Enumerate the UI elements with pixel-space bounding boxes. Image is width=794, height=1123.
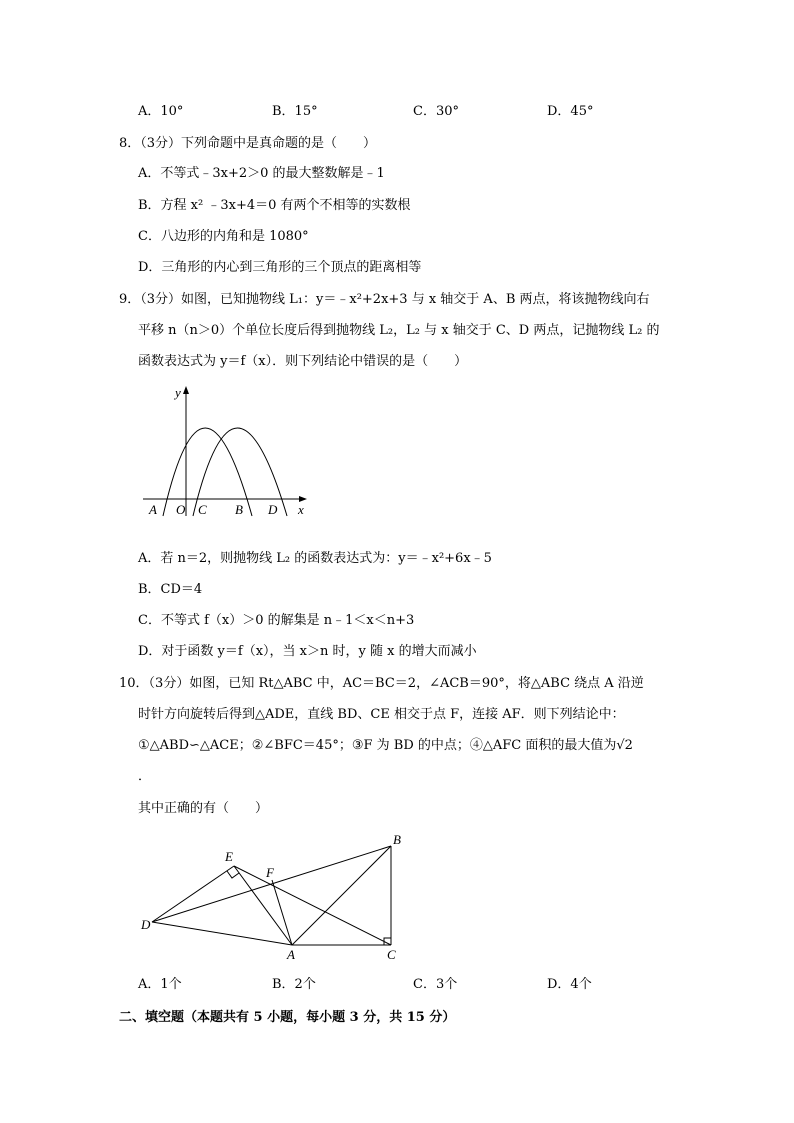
- q10-option-a: A．1个: [138, 977, 182, 992]
- q10-option-d: D．4个: [547, 977, 592, 992]
- q10-label-d: D: [141, 917, 151, 932]
- q7-option-d: D．45°: [547, 104, 594, 119]
- section-2-title: 二、填空题（本题共有 5 小题，每小题 3 分，共 15 分）: [119, 1010, 456, 1025]
- q9-option-a: A．若 n＝2，则抛物线 L₂ 的函数表达式为：y＝﹣x²+6x﹣5: [138, 551, 492, 566]
- q9-option-b: B．CD＝4: [138, 582, 203, 597]
- q8-option-c: C．八边形的内角和是 1080°: [138, 229, 309, 244]
- q7-option-b: B．15°: [272, 104, 318, 119]
- q9-stem-line-1: 9．（3分）如图，已知抛物线 L₁：y＝﹣x²+2x+3 与 x 轴交于 A、B 两点，将该抛物线向右: [119, 292, 650, 307]
- q8-option-a: A．不等式﹣3x+2＞0 的最大整数解是﹣1: [138, 166, 385, 181]
- q10-stem-line-4: ．: [138, 769, 152, 784]
- q10-option-c: C．3个: [413, 977, 458, 992]
- q7-option-a: A．10°: [138, 104, 184, 119]
- q10-triangle-figure: [135, 828, 415, 968]
- q10-label-a: A: [287, 947, 295, 962]
- q8-stem: 8．（3分）下列命题中是真命题的是（ ）: [119, 136, 377, 151]
- q10-option-b: B．2个: [272, 977, 316, 992]
- q9-stem-line-3: 函数表达式为 y＝f（x）．则下列结论中错误的是（ ）: [138, 354, 468, 369]
- q10-stem-line-3: ①△ABD∽△ACE；②∠BFC＝45°；③F 为 BD 的中点；④△AFC 面积的最大值为√2: [138, 738, 633, 753]
- q10-label-f: F: [266, 865, 274, 880]
- q9-label-c: C: [198, 502, 207, 517]
- q9-label-a: A: [149, 502, 157, 517]
- q9-label-x: x: [298, 502, 304, 517]
- q10-stem-line-1: 10．（3分）如图，已知 Rt△ABC 中，AC＝BC＝2，∠ACB＝90°，将△ABC 绕点 A 沿逆: [119, 676, 644, 691]
- q8-option-d: D．三角形的内心到三角形的三个顶点的距离相等: [138, 260, 422, 275]
- q9-label-b: B: [235, 502, 243, 517]
- q9-stem-line-2: 平移 n（n＞0）个单位长度后得到抛物线 L₂，L₂ 与 x 轴交于 C、D 两点，记抛物线 L₂ 的: [138, 323, 660, 338]
- q10-label-c: C: [387, 947, 396, 962]
- q9-label-o: O: [176, 502, 186, 517]
- q9-label-d: D: [268, 502, 278, 517]
- q10-label-b: B: [393, 832, 401, 847]
- q9-option-c: C．不等式 f（x）＞0 的解集是 n﹣1＜x＜n+3: [138, 613, 415, 628]
- q9-option-d: D．对于函数 y＝f（x），当 x＞n 时，y 随 x 的增大而减小: [138, 644, 477, 659]
- q8-option-b: B．方程 x² ﹣3x+4＝0 有两个不相等的实数根: [138, 198, 411, 213]
- q7-option-c: C．30°: [413, 104, 459, 119]
- q10-stem-line-2: 时针方向旋转后得到△ADE，直线 BD、CE 相交于点 F，连接 AF．则下列结论中：: [138, 707, 625, 722]
- q10-label-e: E: [225, 849, 233, 864]
- q9-label-y: y: [175, 385, 181, 400]
- q10-stem-line-5: 其中正确的有（ ）: [138, 801, 269, 816]
- q9-parabola-figure: [135, 380, 315, 520]
